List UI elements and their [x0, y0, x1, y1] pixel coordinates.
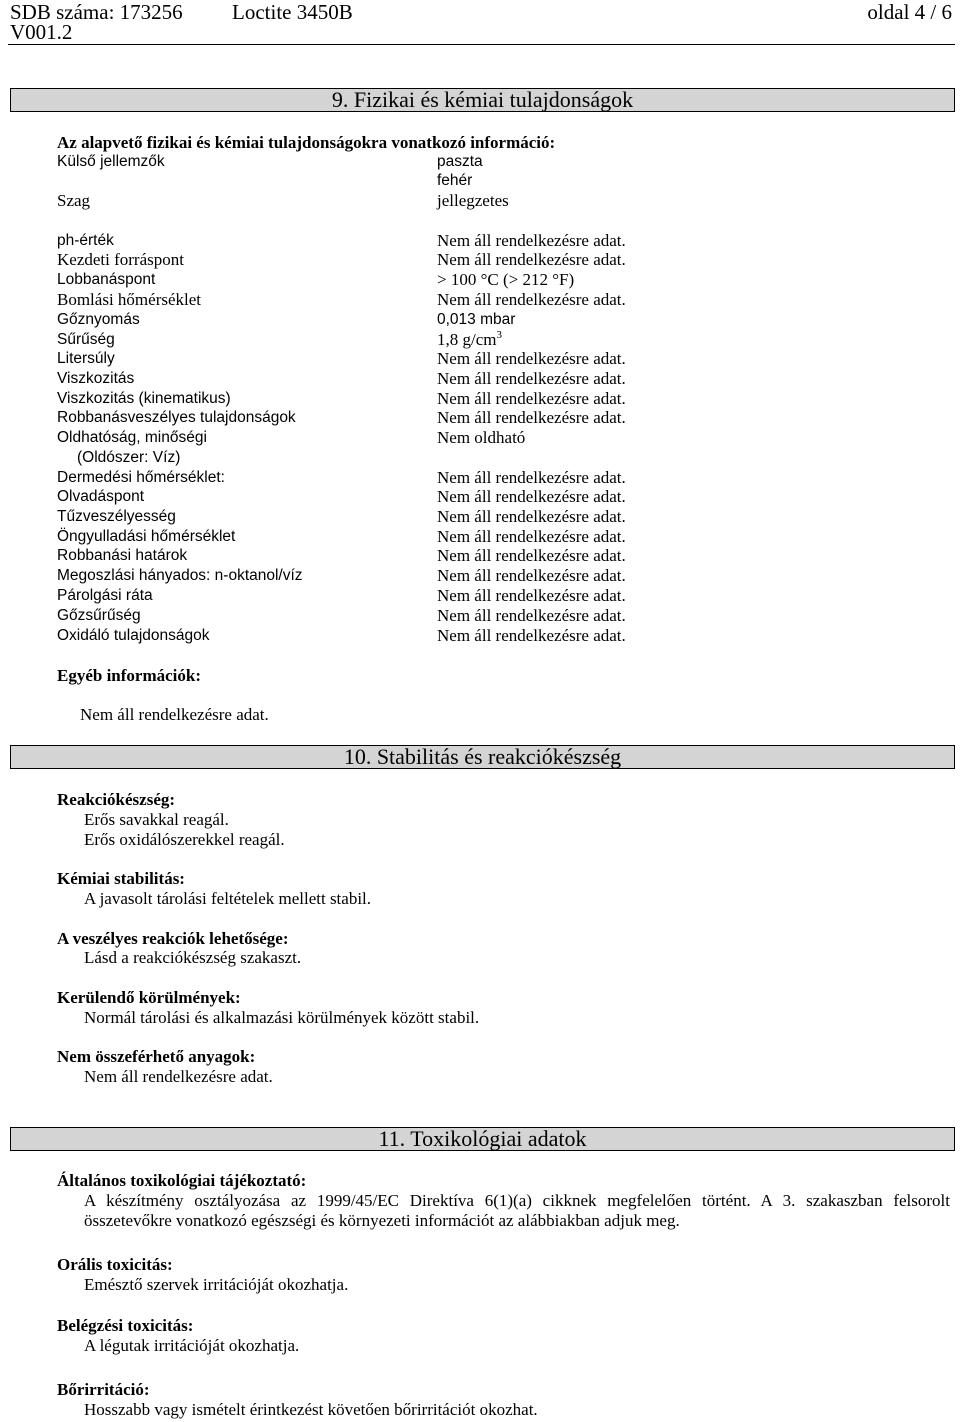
conditions-to-avoid-text: Normál tárolási és alkalmazási körülmények között stabil.	[84, 1008, 480, 1027]
property-row	[0, 586, 960, 606]
page-number: oldal 4 / 6	[867, 0, 952, 24]
property-row	[0, 349, 960, 369]
other-info-text: Nem áll rendelkezésre adat.	[80, 705, 269, 724]
section-10-title: 10. Stabilitás és reakciókészség	[343, 744, 622, 769]
section-11-header	[10, 1127, 955, 1151]
property-label: Bomlási hőmérséklet	[57, 290, 202, 309]
incompatible-materials-text: Nem áll rendelkezésre adat.	[84, 1067, 273, 1086]
odor-value: jellegzetes	[437, 191, 509, 210]
property-value: Nem áll rendelkezésre adat.	[437, 408, 626, 427]
property-value: Nem áll rendelkezésre adat.	[437, 468, 626, 487]
property-label: Gőzsűrűség	[57, 607, 141, 624]
property-row	[0, 606, 960, 626]
property-label: Oldhatóság, minőségi	[57, 429, 207, 446]
oral-toxicity-text: Emésztő szervek irritációját okozhatja.	[84, 1275, 349, 1294]
inhalation-toxicity-text: A légutak irritációját okozhatja.	[84, 1336, 300, 1355]
property-value: Nem áll rendelkezésre adat.	[437, 349, 626, 368]
inhalation-toxicity-heading: Belégzési toxicitás:	[57, 1316, 194, 1335]
skin-irritation-heading: Bőrirritáció:	[57, 1380, 150, 1399]
property-row	[0, 369, 960, 389]
property-value: Nem áll rendelkezésre adat.	[437, 507, 626, 526]
property-row	[0, 408, 960, 428]
product-name: Loctite 3450B	[232, 0, 353, 24]
header-rule	[8, 44, 955, 45]
property-row	[0, 527, 960, 547]
other-info-heading: Egyéb információk:	[57, 666, 202, 685]
property-label: Robbanási határok	[57, 547, 188, 564]
property-label: Tűzveszélyesség	[57, 508, 176, 525]
property-row	[0, 546, 960, 566]
property-row	[0, 250, 960, 270]
property-value: Nem áll rendelkezésre adat.	[437, 389, 626, 408]
property-label: ph-érték	[57, 232, 114, 249]
density-value: 1,8 g/cm	[437, 330, 497, 349]
hazardous-reactions-heading: A veszélyes reakciók lehetősége:	[57, 929, 289, 948]
density-unit-superscript: 3	[496, 329, 502, 341]
document-number: SDB száma: 173256	[10, 0, 183, 24]
property-value: Nem oldható	[437, 428, 526, 447]
property-value: 0,013 mbar	[437, 311, 516, 328]
property-value: > 100 °C (> 212 °F)	[437, 270, 575, 289]
property-label: Párolgási ráta	[57, 587, 153, 604]
general-toxicology-text: A készítmény osztályozása az 1999/45/EC Direktíva 6(1)(a) cikknek megfelelően történt. A 3. szakaszban felsorolt	[84, 1191, 950, 1210]
oral-toxicity-heading: Orális toxicitás:	[57, 1255, 173, 1274]
property-row	[0, 270, 960, 290]
property-value: Nem áll rendelkezésre adat.	[437, 487, 626, 506]
property-value: Nem áll rendelkezésre adat.	[437, 566, 626, 585]
property-row	[0, 566, 960, 586]
general-toxicology-heading: Általános toxikológiai tájékoztató:	[57, 1171, 307, 1190]
property-label: Dermedési hőmérséklet:	[57, 469, 225, 486]
version-number: V001.2	[10, 20, 73, 44]
property-value: Nem áll rendelkezésre adat.	[437, 250, 626, 269]
property-label: Viszkozitás	[57, 370, 135, 387]
odor-row	[0, 191, 960, 211]
property-value: Nem áll rendelkezésre adat.	[437, 290, 626, 309]
reactivity-text: Erős savakkal reagál.	[84, 810, 229, 829]
section-9-header	[10, 88, 955, 112]
hazardous-reactions-text: Lásd a reakciókészség szakaszt.	[84, 948, 302, 967]
property-value: Nem áll rendelkezésre adat.	[437, 231, 626, 250]
skin-irritation-text: Hosszabb vagy ismételt érintkezést követően bőrirritációt okozhat.	[84, 1400, 538, 1419]
reactivity-text: Erős oxidálószerekkel reagál.	[84, 830, 285, 849]
property-label: Olvadáspont	[57, 488, 145, 505]
chemical-stability-text: A javasolt tárolási feltételek mellett stabil.	[84, 889, 372, 908]
general-toxicology-text: összetevőkre vonatkozó egészségi és környezeti információt az alábbiakban adjuk meg.	[84, 1211, 680, 1230]
property-value: Nem áll rendelkezésre adat.	[437, 606, 626, 625]
property-label: Lobbanáspont	[57, 271, 156, 288]
property-label: Sűrűség	[57, 331, 115, 348]
property-label: Litersúly	[57, 350, 115, 367]
section-9-title: 9. Fizikai és kémiai tulajdonságok	[331, 87, 634, 112]
appearance-colour: fehér	[437, 172, 473, 189]
property-row	[0, 428, 960, 448]
property-label: Viszkozitás (kinematikus)	[57, 390, 231, 407]
appearance-form: paszta	[437, 153, 483, 170]
property-row	[0, 290, 960, 310]
appearance-colour-row	[0, 171, 960, 191]
conditions-to-avoid-heading: Kerülendő körülmények:	[57, 988, 241, 1007]
section-10-header	[10, 745, 955, 769]
section-11-title: 11. Toxikológiai adatok	[378, 1126, 587, 1151]
property-label: Kezdeti forráspont	[57, 250, 184, 269]
appearance-label: Külső jellemzők	[57, 153, 165, 170]
property-row	[0, 389, 960, 409]
property-label: Megoszlási hányados: n-oktanol/víz	[57, 567, 303, 584]
property-row	[0, 507, 960, 527]
solvent-note: (Oldószer: Víz)	[77, 449, 181, 466]
property-value: Nem áll rendelkezésre adat.	[437, 369, 626, 388]
property-row	[0, 626, 960, 646]
property-row	[0, 468, 960, 488]
property-row	[0, 487, 960, 507]
property-label: Gőznyomás	[57, 311, 140, 328]
property-value: Nem áll rendelkezésre adat.	[437, 626, 626, 645]
chemical-stability-heading: Kémiai stabilitás:	[57, 869, 185, 888]
property-value: Nem áll rendelkezésre adat.	[437, 527, 626, 546]
odor-label: Szag	[57, 191, 91, 210]
property-value: Nem áll rendelkezésre adat.	[437, 546, 626, 565]
property-row	[0, 330, 960, 350]
property-label: Öngyulladási hőmérséklet	[57, 528, 236, 545]
property-label: Oxidáló tulajdonságok	[57, 627, 210, 644]
appearance-row	[0, 152, 960, 172]
incompatible-materials-heading: Nem összeférhető anyagok:	[57, 1047, 256, 1066]
reactivity-heading: Reakciókészség:	[57, 790, 176, 809]
intro-heading: Az alapvető fizikai és kémiai tulajdonságokra vonatkozó információ:	[57, 133, 556, 152]
property-row	[0, 231, 960, 251]
property-value: Nem áll rendelkezésre adat.	[437, 586, 626, 605]
property-label: Robbanásveszélyes tulajdonságok	[57, 409, 296, 426]
property-row	[0, 310, 960, 330]
